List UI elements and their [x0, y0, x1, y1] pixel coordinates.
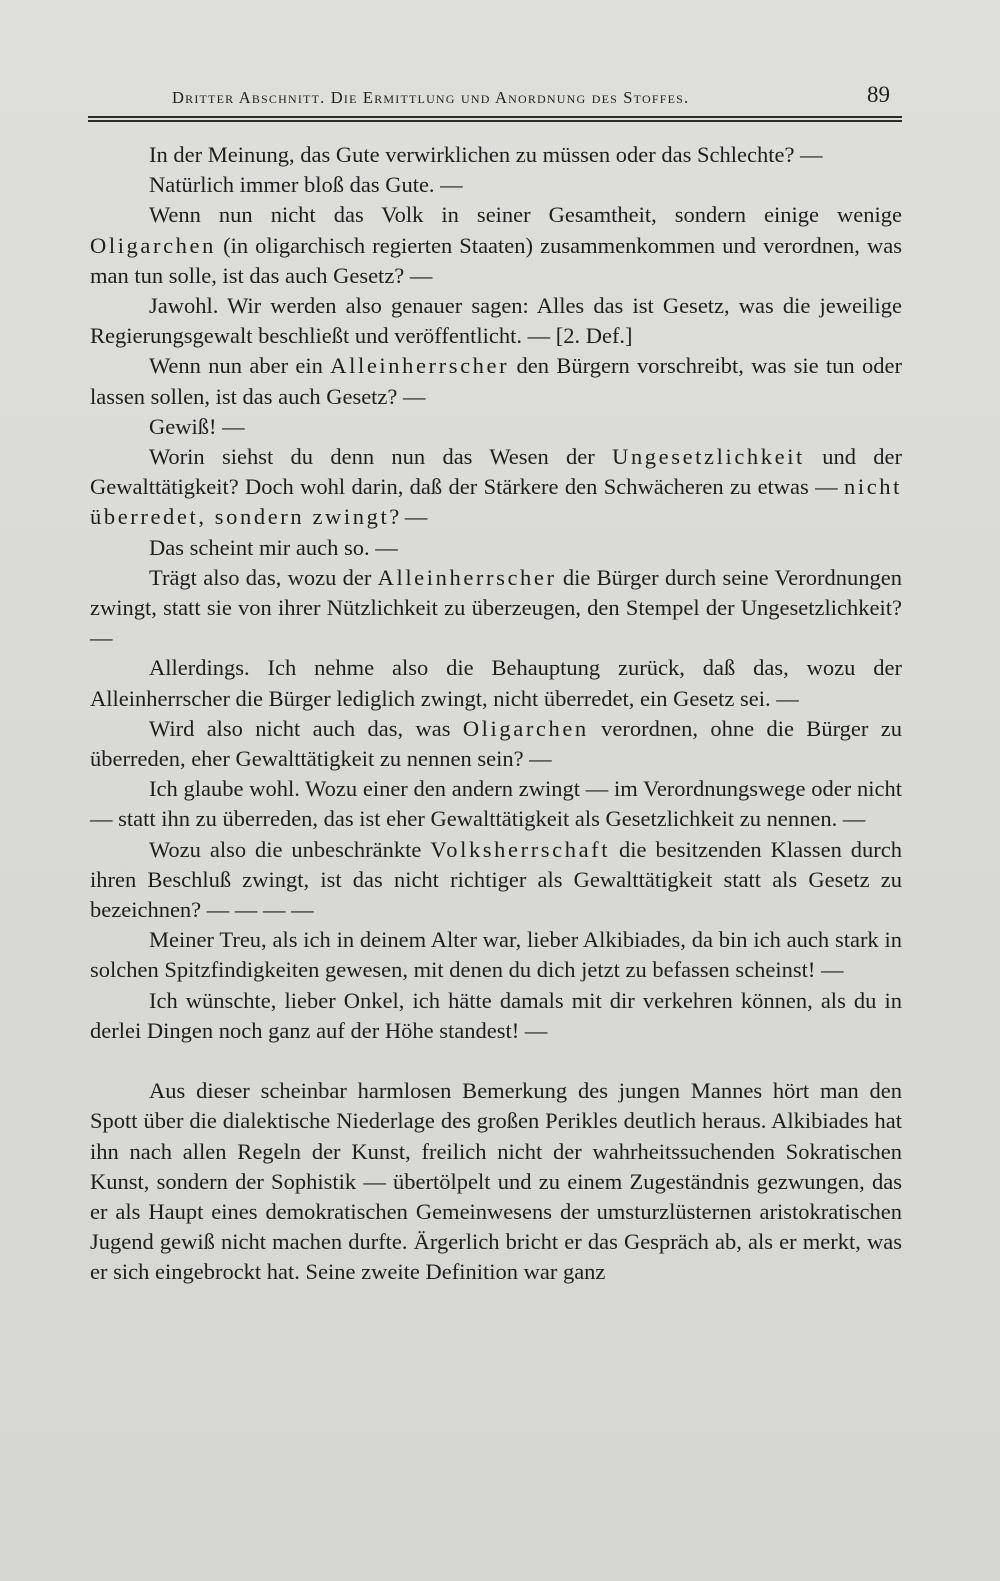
text-run: Wenn nun nicht das Volk in seiner Gesamtheit, sondern einige wenige	[149, 202, 902, 228]
text-run: die Bürger durch seine Verordnungen zwingt, statt sie von ihrer Nützlichkeit zu überzeugen, den Stempel der Ungesetzlichkeit? —	[90, 564, 902, 651]
text-run: Meiner Treu, als ich in deinem Alter war, lieber Alkibiades, da bin ich auch stark in solchen Spitzfindigkeiten gewesen, mit denen du dich jetzt zu befassen scheinst! —	[90, 927, 902, 983]
text-run: Wozu also die unbeschränkte	[149, 836, 431, 862]
dialogue-paragraph	[90, 442, 902, 533]
commentary-paragraph: Aus dieser scheinbar harmlosen Bemerkung des jungen Mannes hört man den Spott über die dialektische Niederlage des großen Perikles deutlich heraus. Alkibiades hat ihn nach allen Regeln der Kunst, freilich nicht der wahrheitssuchenden Sokratischen Kunst, sondern der Sophistik — übertölpelt und zu einem Zugeständnis gezwungen, das er als Haupt eines demokratischen Gemeinwesens der umsturzlüsternen aristokratischen Jugend gewiß nicht machen durfte. Ärgerlich bricht er das Gespräch ab, als er merkt, was er sich eingebrockt hat. Seine zweite Definition war ganz	[90, 1078, 902, 1285]
dialogue-paragraph	[90, 563, 902, 654]
dialogue-paragraph	[90, 291, 902, 351]
dialogue-paragraph	[90, 412, 902, 442]
header-rule-lower	[88, 120, 902, 122]
text-run: und der Gewalttätigkeit? Doch wohl darin, daß der Stärkere den Schwächeren zu etwas —	[90, 444, 902, 500]
page-number: 89	[867, 82, 890, 107]
spaced-emphasis: nicht überredet, sondern zwingt	[90, 474, 902, 530]
text-run: Ich glaube wohl. Wozu einer den andern zwingt — im Verordnungswege oder nicht — statt ihn zu überreden, das ist eher Gewalttätigkeit als Gesetzlichkeit zu nennen. —	[90, 776, 902, 832]
dialogue-paragraph	[90, 170, 902, 200]
spaced-emphasis: Oligarchen	[462, 715, 589, 741]
dialogue-paragraph	[90, 774, 902, 834]
dialogue-paragraph	[90, 533, 902, 563]
text-run: Worin siehst du denn nun das Wesen der	[149, 444, 613, 470]
text-run: Allerdings. Ich nehme also die Behauptung zurück, daß das, wozu der Alleinherrscher die Bürger lediglich zwingt, nicht überredet, ein Gesetz sei. —	[90, 655, 902, 711]
header-rule-upper	[88, 116, 902, 118]
text-run: Natürlich immer bloß das Gute. —	[149, 172, 463, 198]
spaced-emphasis: Volksherrschaft	[430, 836, 611, 862]
dialogue-paragraph	[90, 140, 902, 170]
text-run: (in oligarchisch regierten Staaten) zusammenkommen und verordnen, was man tun solle, ist das auch Gesetz? —	[90, 232, 902, 288]
text-run: Jawohl. Wir werden also genauer sagen: Alles das ist Gesetz, was die jeweilige Regierungsgewalt beschließt und veröffentlicht. — [2. Def.]	[90, 293, 902, 349]
text-run: Trägt also das, wozu der	[149, 564, 378, 590]
dialogue-paragraph	[90, 986, 902, 1046]
body-text	[90, 140, 902, 1288]
spaced-emphasis: Oligarchen	[90, 232, 216, 258]
text-run: Gewiß! —	[149, 413, 245, 439]
dialogue-paragraph	[90, 714, 902, 774]
text-run: ? —	[389, 504, 428, 530]
dialogue	[90, 140, 902, 1046]
text-run: die besitzenden Klassen durch ihren Beschluß zwingt, ist das nicht richtiger als Gewalttätigkeit statt als Gesetz zu bezeichnen? — — — —	[90, 836, 902, 923]
text-run: Das scheint mir auch so. —	[149, 534, 398, 560]
text-run: Wenn nun aber ein	[149, 353, 331, 379]
section-spacer	[90, 1046, 902, 1076]
dialogue-paragraph	[90, 351, 902, 411]
dialogue-paragraph	[90, 925, 902, 985]
text-run: verordnen, ohne die Bürger zu überreden, eher Gewalttätigkeit zu nennen sein? —	[90, 715, 902, 772]
dialogue-paragraph	[90, 653, 902, 713]
spaced-emphasis: Ungesetzlichkeit	[612, 444, 805, 470]
text-run: Wird also nicht auch das, was	[149, 715, 463, 741]
spaced-emphasis: Alleinherrscher	[330, 353, 510, 379]
text-run: Ich wünschte, lieber Onkel, ich hätte damals mit dir verkehren können, als du in derlei Dingen noch ganz auf der Höhe standest! —	[90, 987, 902, 1043]
running-header	[90, 82, 902, 114]
running-header-title: Dritter Abschnitt. Die Ermittlung und Anordnung des Stoffes.	[172, 88, 690, 107]
spaced-emphasis: Alleinherrscher	[377, 564, 557, 590]
text-run: den Bürgern vorschreibt, was sie tun oder lassen sollen, ist das auch Gesetz? —	[90, 353, 902, 409]
text-run: In der Meinung, das Gute verwirklichen zu müssen oder das Schlechte? —	[149, 142, 823, 167]
dialogue-paragraph	[90, 835, 902, 926]
dialogue-paragraph	[90, 200, 902, 291]
